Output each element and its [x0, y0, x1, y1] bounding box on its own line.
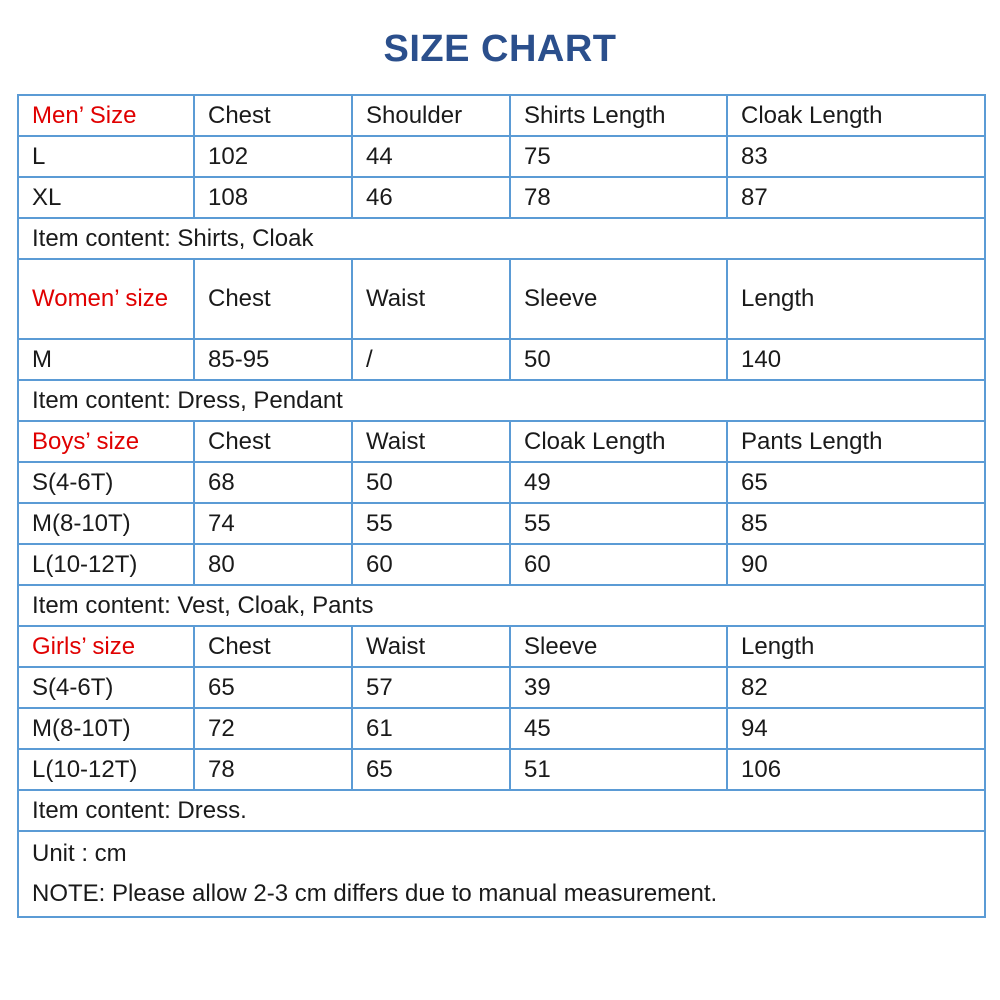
women-header-row [18, 259, 985, 339]
table-row [18, 339, 985, 380]
boys-size-label: Boys’ size [18, 421, 194, 462]
girls-col-length: Length [727, 626, 985, 667]
size-cell: M(8-10T) [18, 708, 194, 749]
value-cell: 55 [510, 503, 727, 544]
value-cell: 65 [194, 667, 352, 708]
value-cell: 106 [727, 749, 985, 790]
value-cell: 87 [727, 177, 985, 218]
note-text: NOTE: Please allow 2-3 cm differs due to manual measurement. [32, 880, 718, 907]
value-cell: 74 [194, 503, 352, 544]
value-cell: 50 [352, 462, 510, 503]
women-size-label: Women’ size [18, 259, 194, 339]
girls-size-label: Girls’ size [18, 626, 194, 667]
boys-header-row [18, 421, 985, 462]
size-cell: XL [18, 177, 194, 218]
girls-col-chest: Chest [194, 626, 352, 667]
value-cell: 49 [510, 462, 727, 503]
women-item-content-row [18, 380, 985, 421]
value-cell: 90 [727, 544, 985, 585]
girls-col-waist: Waist [352, 626, 510, 667]
size-cell: L(10-12T) [18, 544, 194, 585]
size-chart-table [17, 94, 986, 918]
unit-text: Unit : cm [32, 840, 127, 867]
value-cell: 108 [194, 177, 352, 218]
table-row [18, 136, 985, 177]
men-col-shoulder: Shoulder [352, 95, 510, 136]
value-cell: 45 [510, 708, 727, 749]
boys-col-pants-length: Pants Length [727, 421, 985, 462]
girls-item-content-row [18, 790, 985, 831]
value-cell: 65 [727, 462, 985, 503]
value-cell: 78 [510, 177, 727, 218]
value-cell: 68 [194, 462, 352, 503]
size-cell: S(4-6T) [18, 667, 194, 708]
table-row [18, 177, 985, 218]
women-col-length: Length [727, 259, 985, 339]
men-item-content: Item content: Shirts, Cloak [18, 218, 985, 259]
value-cell: 140 [727, 339, 985, 380]
value-cell: 55 [352, 503, 510, 544]
value-cell: 46 [352, 177, 510, 218]
size-cell: M [18, 339, 194, 380]
table-row [18, 544, 985, 585]
value-cell: 61 [352, 708, 510, 749]
page-title: SIZE CHART [383, 28, 617, 70]
girls-col-sleeve: Sleeve [510, 626, 727, 667]
men-col-chest: Chest [194, 95, 352, 136]
value-cell: 83 [727, 136, 985, 177]
men-col-shirts-length: Shirts Length [510, 95, 727, 136]
girls-item-content: Item content: Dress. [18, 790, 985, 831]
size-cell: S(4-6T) [18, 462, 194, 503]
size-cell: L [18, 136, 194, 177]
notes-row [18, 831, 985, 917]
size-cell: L(10-12T) [18, 749, 194, 790]
table-row [18, 708, 985, 749]
women-col-chest: Chest [194, 259, 352, 339]
boys-col-chest: Chest [194, 421, 352, 462]
value-cell: 50 [510, 339, 727, 380]
girls-header-row [18, 626, 985, 667]
value-cell: 44 [352, 136, 510, 177]
value-cell: 80 [194, 544, 352, 585]
men-col-cloak-length: Cloak Length [727, 95, 985, 136]
value-cell: 82 [727, 667, 985, 708]
value-cell: 94 [727, 708, 985, 749]
women-col-sleeve: Sleeve [510, 259, 727, 339]
value-cell: 72 [194, 708, 352, 749]
boys-item-content: Item content: Vest, Cloak, Pants [18, 585, 985, 626]
value-cell: 51 [510, 749, 727, 790]
value-cell: 85 [727, 503, 985, 544]
men-size-label: Men’ Size [18, 95, 194, 136]
table-row [18, 749, 985, 790]
table-row [18, 503, 985, 544]
table-row [18, 667, 985, 708]
value-cell: 60 [510, 544, 727, 585]
value-cell: 39 [510, 667, 727, 708]
women-col-waist: Waist [352, 259, 510, 339]
women-item-content: Item content: Dress, Pendant [18, 380, 985, 421]
boys-col-cloak-length: Cloak Length [510, 421, 727, 462]
value-cell: 78 [194, 749, 352, 790]
value-cell: 65 [352, 749, 510, 790]
notes-cell [18, 831, 985, 917]
value-cell: 57 [352, 667, 510, 708]
value-cell: 75 [510, 136, 727, 177]
boys-item-content-row [18, 585, 985, 626]
men-header-row [18, 95, 985, 136]
men-item-content-row [18, 218, 985, 259]
boys-col-waist: Waist [352, 421, 510, 462]
size-cell: M(8-10T) [18, 503, 194, 544]
table-row [18, 462, 985, 503]
value-cell: 85-95 [194, 339, 352, 380]
value-cell: / [352, 339, 510, 380]
value-cell: 102 [194, 136, 352, 177]
value-cell: 60 [352, 544, 510, 585]
